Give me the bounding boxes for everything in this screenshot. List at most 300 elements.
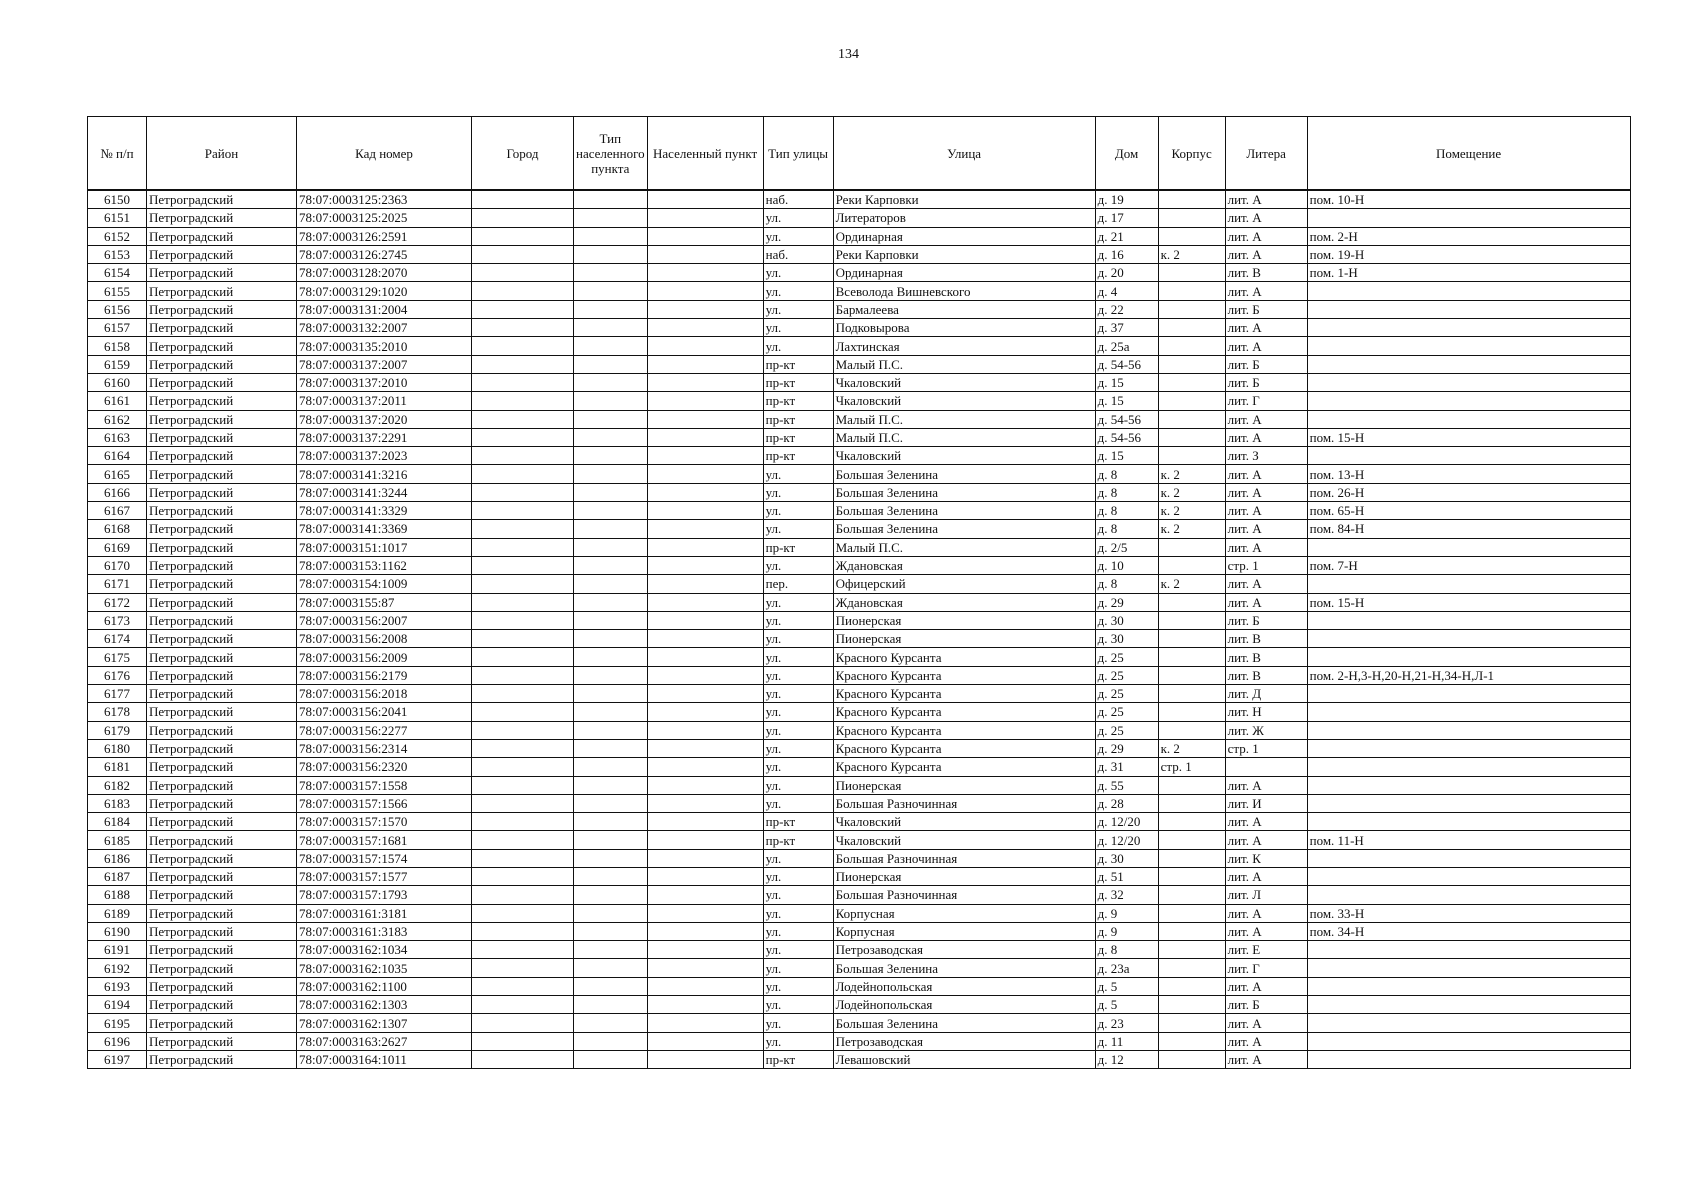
cell-premises: пом. 10-Н [1307, 190, 1630, 209]
cell-street: Реки Карповки [833, 245, 1095, 263]
cell-street: Чкаловский [833, 831, 1095, 849]
cell-premises [1307, 867, 1630, 885]
col-letter-header: Литера [1225, 117, 1307, 191]
cell-row-number: 6153 [88, 245, 147, 263]
cell-house: д. 29 [1095, 739, 1158, 757]
table-row [88, 556, 1631, 574]
cell-city [472, 227, 574, 245]
cell-settlement [647, 941, 763, 959]
cell-row-number: 6177 [88, 685, 147, 703]
cell-street-type: ул. [763, 758, 833, 776]
cell-district: Петроградский [147, 849, 297, 867]
table-row [88, 813, 1631, 831]
cell-street: Пионерская [833, 611, 1095, 629]
cell-building [1158, 355, 1225, 373]
cell-settlement [647, 282, 763, 300]
cell-settlement-type [574, 776, 648, 794]
cell-house: д. 12 [1095, 1050, 1158, 1068]
cell-city [472, 355, 574, 373]
table-row [88, 428, 1631, 446]
cell-settlement-type [574, 867, 648, 885]
cell-city [472, 867, 574, 885]
cell-row-number: 6190 [88, 922, 147, 940]
cell-house: д. 23 [1095, 1014, 1158, 1032]
cell-premises: пом. 33-Н [1307, 904, 1630, 922]
cell-letter: лит. А [1225, 813, 1307, 831]
cell-district: Петроградский [147, 1050, 297, 1068]
cell-building [1158, 556, 1225, 574]
cell-house: д. 54-56 [1095, 428, 1158, 446]
cell-cadastral-number: 78:07:0003164:1011 [297, 1050, 472, 1068]
col-city-header: Город [472, 117, 574, 191]
cell-cadastral-number: 78:07:0003156:2008 [297, 630, 472, 648]
cell-street: Красного Курсанта [833, 703, 1095, 721]
cell-house: д. 51 [1095, 867, 1158, 885]
cell-cadastral-number: 78:07:0003157:1681 [297, 831, 472, 849]
cell-district: Петроградский [147, 575, 297, 593]
cell-street: Малый П.С. [833, 428, 1095, 446]
cell-letter: лит. В [1225, 666, 1307, 684]
cell-premises [1307, 373, 1630, 391]
cell-settlement-type [574, 319, 648, 337]
cell-settlement-type [574, 904, 648, 922]
cell-street: Красного Курсанта [833, 685, 1095, 703]
cell-district: Петроградский [147, 648, 297, 666]
cell-premises [1307, 282, 1630, 300]
cell-city [472, 685, 574, 703]
cell-settlement [647, 465, 763, 483]
cell-row-number: 6178 [88, 703, 147, 721]
cell-settlement-type [574, 1032, 648, 1050]
cell-settlement [647, 703, 763, 721]
table-row [88, 282, 1631, 300]
cell-settlement [647, 904, 763, 922]
cell-building: к. 2 [1158, 739, 1225, 757]
cell-street: Малый П.С. [833, 538, 1095, 556]
cell-settlement-type [574, 428, 648, 446]
cell-letter: лит. А [1225, 245, 1307, 263]
cell-settlement [647, 209, 763, 227]
cell-settlement-type [574, 977, 648, 995]
cell-row-number: 6185 [88, 831, 147, 849]
cell-settlement-type [574, 575, 648, 593]
cell-district: Петроградский [147, 1014, 297, 1032]
cell-cadastral-number: 78:07:0003132:2007 [297, 319, 472, 337]
cell-street: Подковырова [833, 319, 1095, 337]
cell-building: к. 2 [1158, 575, 1225, 593]
cell-settlement [647, 373, 763, 391]
cell-city [472, 794, 574, 812]
cell-city [472, 1032, 574, 1050]
cell-city [472, 575, 574, 593]
cell-letter: лит. Л [1225, 886, 1307, 904]
table-row [88, 447, 1631, 465]
cell-row-number: 6182 [88, 776, 147, 794]
cell-street: Пионерская [833, 776, 1095, 794]
cell-house: д. 15 [1095, 392, 1158, 410]
cell-settlement-type [574, 1014, 648, 1032]
cell-letter: стр. 1 [1225, 739, 1307, 757]
cell-settlement-type [574, 703, 648, 721]
cell-letter: лит. А [1225, 428, 1307, 446]
cell-house: д. 15 [1095, 447, 1158, 465]
page-number: 134 [838, 47, 859, 62]
cell-street-type: пр-кт [763, 447, 833, 465]
cell-district: Петроградский [147, 813, 297, 831]
cell-settlement [647, 483, 763, 501]
cell-city [472, 776, 574, 794]
cell-letter: лит. Б [1225, 300, 1307, 318]
table-row [88, 996, 1631, 1014]
cell-house: д. 21 [1095, 227, 1158, 245]
col-settlement-header: Населенный пункт [647, 117, 763, 191]
cell-district: Петроградский [147, 996, 297, 1014]
cell-street: Малый П.С. [833, 355, 1095, 373]
cell-letter: лит. А [1225, 190, 1307, 209]
cell-premises [1307, 1014, 1630, 1032]
cell-city [472, 648, 574, 666]
cell-street: Литераторов [833, 209, 1095, 227]
cell-street: Большая Разночинная [833, 886, 1095, 904]
table-row [88, 575, 1631, 593]
cell-house: д. 15 [1095, 373, 1158, 391]
cell-city [472, 392, 574, 410]
cell-district: Петроградский [147, 739, 297, 757]
cell-settlement [647, 190, 763, 209]
cell-street-type: пр-кт [763, 373, 833, 391]
cell-street-type: наб. [763, 190, 833, 209]
cell-house: д. 25 [1095, 703, 1158, 721]
col-street-type-header: Тип улицы [763, 117, 833, 191]
cell-building [1158, 373, 1225, 391]
cell-district: Петроградский [147, 337, 297, 355]
cell-settlement [647, 227, 763, 245]
cell-letter: лит. А [1225, 209, 1307, 227]
table-row [88, 245, 1631, 263]
cell-district: Петроградский [147, 227, 297, 245]
cell-settlement-type [574, 959, 648, 977]
cell-row-number: 6174 [88, 630, 147, 648]
cell-city [472, 813, 574, 831]
table-row [88, 1050, 1631, 1068]
cell-city [472, 886, 574, 904]
cell-premises [1307, 685, 1630, 703]
cell-settlement [647, 428, 763, 446]
cell-city [472, 538, 574, 556]
cell-district: Петроградский [147, 1032, 297, 1050]
cell-settlement-type [574, 465, 648, 483]
cell-row-number: 6161 [88, 392, 147, 410]
cell-house: д. 25 [1095, 666, 1158, 684]
cell-house: д. 25 [1095, 648, 1158, 666]
cell-settlement-type [574, 813, 648, 831]
cell-row-number: 6152 [88, 227, 147, 245]
cell-building [1158, 392, 1225, 410]
cell-premises [1307, 996, 1630, 1014]
cell-building [1158, 648, 1225, 666]
table-row [88, 776, 1631, 794]
cell-house: д. 29 [1095, 593, 1158, 611]
cell-street-type: ул. [763, 977, 833, 995]
cell-premises: пом. 15-Н [1307, 428, 1630, 446]
cell-cadastral-number: 78:07:0003156:2179 [297, 666, 472, 684]
cell-row-number: 6155 [88, 282, 147, 300]
cell-cadastral-number: 78:07:0003155:87 [297, 593, 472, 611]
cell-building [1158, 831, 1225, 849]
cell-building [1158, 264, 1225, 282]
table-row [88, 922, 1631, 940]
col-district-header: Район [147, 117, 297, 191]
table-row [88, 685, 1631, 703]
table-row [88, 538, 1631, 556]
cell-district: Петроградский [147, 867, 297, 885]
cell-building: к. 2 [1158, 502, 1225, 520]
table-row [88, 611, 1631, 629]
cell-row-number: 6158 [88, 337, 147, 355]
cell-settlement [647, 410, 763, 428]
table-row [88, 959, 1631, 977]
cell-row-number: 6179 [88, 721, 147, 739]
cell-city [472, 758, 574, 776]
cell-street: Левашовский [833, 1050, 1095, 1068]
cell-cadastral-number: 78:07:0003157:1793 [297, 886, 472, 904]
cell-city [472, 264, 574, 282]
cell-settlement-type [574, 502, 648, 520]
cell-building [1158, 319, 1225, 337]
cell-letter: лит. Г [1225, 392, 1307, 410]
cell-premises: пом. 15-Н [1307, 593, 1630, 611]
cell-district: Петроградский [147, 245, 297, 263]
cell-premises: пом. 19-Н [1307, 245, 1630, 263]
cell-house: д. 17 [1095, 209, 1158, 227]
cell-house: д. 5 [1095, 977, 1158, 995]
cell-premises: пом. 1-Н [1307, 264, 1630, 282]
cell-building: к. 2 [1158, 465, 1225, 483]
cell-street-type: ул. [763, 959, 833, 977]
cell-street: Чкаловский [833, 447, 1095, 465]
cell-letter: лит. К [1225, 849, 1307, 867]
cell-row-number: 6168 [88, 520, 147, 538]
cell-cadastral-number: 78:07:0003141:3369 [297, 520, 472, 538]
cell-district: Петроградский [147, 593, 297, 611]
table-row [88, 666, 1631, 684]
cell-settlement-type [574, 685, 648, 703]
cell-city [472, 520, 574, 538]
cell-settlement [647, 392, 763, 410]
table-row [88, 410, 1631, 428]
cell-city [472, 337, 574, 355]
cell-settlement [647, 538, 763, 556]
cell-street-type: пр-кт [763, 428, 833, 446]
cell-settlement-type [574, 794, 648, 812]
cell-premises [1307, 758, 1630, 776]
cell-settlement-type [574, 209, 648, 227]
col-house-header: Дом [1095, 117, 1158, 191]
cell-city [472, 410, 574, 428]
cell-settlement [647, 996, 763, 1014]
cell-settlement [647, 776, 763, 794]
cell-building [1158, 1014, 1225, 1032]
cell-city [472, 666, 574, 684]
cell-building [1158, 776, 1225, 794]
cell-house: д. 12/20 [1095, 813, 1158, 831]
cell-district: Петроградский [147, 319, 297, 337]
cell-settlement-type [574, 666, 648, 684]
cell-settlement-type [574, 264, 648, 282]
cell-city [472, 996, 574, 1014]
cell-street: Корпусная [833, 904, 1095, 922]
cell-premises: пом. 34-Н [1307, 922, 1630, 940]
cell-street: Ждановская [833, 593, 1095, 611]
cell-premises: пом. 2-Н [1307, 227, 1630, 245]
cell-district: Петроградский [147, 776, 297, 794]
registry-table [87, 116, 1631, 1069]
cell-settlement [647, 593, 763, 611]
cell-building: к. 2 [1158, 245, 1225, 263]
cell-street-type: ул. [763, 209, 833, 227]
cell-settlement [647, 575, 763, 593]
table-header [88, 117, 1631, 191]
cell-street-type: ул. [763, 483, 833, 501]
cell-street: Большая Разночинная [833, 849, 1095, 867]
cell-settlement-type [574, 556, 648, 574]
cell-building [1158, 209, 1225, 227]
cell-row-number: 6183 [88, 794, 147, 812]
cell-building [1158, 685, 1225, 703]
cell-house: д. 19 [1095, 190, 1158, 209]
cell-settlement [647, 300, 763, 318]
cell-street-type: ул. [763, 1032, 833, 1050]
cell-row-number: 6169 [88, 538, 147, 556]
cell-district: Петроградский [147, 410, 297, 428]
cell-cadastral-number: 78:07:0003137:2007 [297, 355, 472, 373]
cell-settlement [647, 813, 763, 831]
cell-house: д. 4 [1095, 282, 1158, 300]
cell-building [1158, 630, 1225, 648]
table-row [88, 630, 1631, 648]
cell-premises [1307, 575, 1630, 593]
cell-cadastral-number: 78:07:0003125:2025 [297, 209, 472, 227]
cell-city [472, 721, 574, 739]
cell-row-number: 6170 [88, 556, 147, 574]
cell-building [1158, 538, 1225, 556]
cell-house: д. 9 [1095, 922, 1158, 940]
cell-premises [1307, 886, 1630, 904]
cell-cadastral-number: 78:07:0003141:3244 [297, 483, 472, 501]
cell-street-type: ул. [763, 227, 833, 245]
cell-district: Петроградский [147, 685, 297, 703]
cell-city [472, 300, 574, 318]
cell-house: д. 5 [1095, 996, 1158, 1014]
cell-row-number: 6175 [88, 648, 147, 666]
cell-letter: лит. А [1225, 502, 1307, 520]
cell-district: Петроградский [147, 428, 297, 446]
cell-district: Петроградский [147, 538, 297, 556]
cell-cadastral-number: 78:07:0003156:2009 [297, 648, 472, 666]
cell-house: д. 54-56 [1095, 410, 1158, 428]
table-row [88, 941, 1631, 959]
cell-settlement [647, 758, 763, 776]
cell-district: Петроградский [147, 556, 297, 574]
table-row [88, 227, 1631, 245]
cell-row-number: 6165 [88, 465, 147, 483]
cell-letter: лит. А [1225, 410, 1307, 428]
cell-settlement-type [574, 1050, 648, 1068]
cell-street: Красного Курсанта [833, 648, 1095, 666]
cell-street: Красного Курсанта [833, 721, 1095, 739]
cell-letter: лит. И [1225, 794, 1307, 812]
cell-row-number: 6180 [88, 739, 147, 757]
cell-premises [1307, 447, 1630, 465]
cell-street: Чкаловский [833, 373, 1095, 391]
cell-cadastral-number: 78:07:0003141:3216 [297, 465, 472, 483]
cell-building [1158, 410, 1225, 428]
table-row [88, 703, 1631, 721]
cell-street: Ждановская [833, 556, 1095, 574]
cell-street-type: ул. [763, 739, 833, 757]
cell-premises: пом. 11-Н [1307, 831, 1630, 849]
cell-house: д. 25 [1095, 721, 1158, 739]
cell-district: Петроградский [147, 373, 297, 391]
cell-settlement-type [574, 849, 648, 867]
table-row [88, 264, 1631, 282]
cell-cadastral-number: 78:07:0003162:1303 [297, 996, 472, 1014]
cell-street-type: ул. [763, 502, 833, 520]
cell-settlement-type [574, 392, 648, 410]
cell-settlement-type [574, 190, 648, 209]
cell-house: д. 8 [1095, 520, 1158, 538]
registry-table-wrapper [87, 116, 1631, 1069]
cell-settlement-type [574, 282, 648, 300]
cell-letter: лит. В [1225, 630, 1307, 648]
cell-letter: лит. В [1225, 648, 1307, 666]
cell-settlement-type [574, 245, 648, 263]
cell-row-number: 6191 [88, 941, 147, 959]
cell-cadastral-number: 78:07:0003135:2010 [297, 337, 472, 355]
cell-street-type: ул. [763, 776, 833, 794]
cell-settlement [647, 245, 763, 263]
cell-district: Петроградский [147, 794, 297, 812]
cell-settlement-type [574, 941, 648, 959]
cell-street-type: пр-кт [763, 410, 833, 428]
cell-house: д. 32 [1095, 886, 1158, 904]
table-row [88, 502, 1631, 520]
cell-settlement-type [574, 739, 648, 757]
cell-house: д. 2/5 [1095, 538, 1158, 556]
cell-cadastral-number: 78:07:0003162:1035 [297, 959, 472, 977]
table-row [88, 904, 1631, 922]
cell-building [1158, 703, 1225, 721]
cell-city [472, 447, 574, 465]
cell-district: Петроградский [147, 703, 297, 721]
cell-street: Ординарная [833, 227, 1095, 245]
cell-letter: лит. А [1225, 520, 1307, 538]
cell-district: Петроградский [147, 483, 297, 501]
cell-building [1158, 611, 1225, 629]
cell-settlement-type [574, 758, 648, 776]
cell-building [1158, 721, 1225, 739]
cell-street: Большая Зеленина [833, 465, 1095, 483]
cell-letter: лит. Д [1225, 685, 1307, 703]
cell-building [1158, 227, 1225, 245]
cell-city [472, 428, 574, 446]
cell-building [1158, 996, 1225, 1014]
cell-premises [1307, 977, 1630, 995]
cell-cadastral-number: 78:07:0003156:2018 [297, 685, 472, 703]
cell-district: Петроградский [147, 666, 297, 684]
cell-premises [1307, 319, 1630, 337]
cell-letter: лит. А [1225, 593, 1307, 611]
